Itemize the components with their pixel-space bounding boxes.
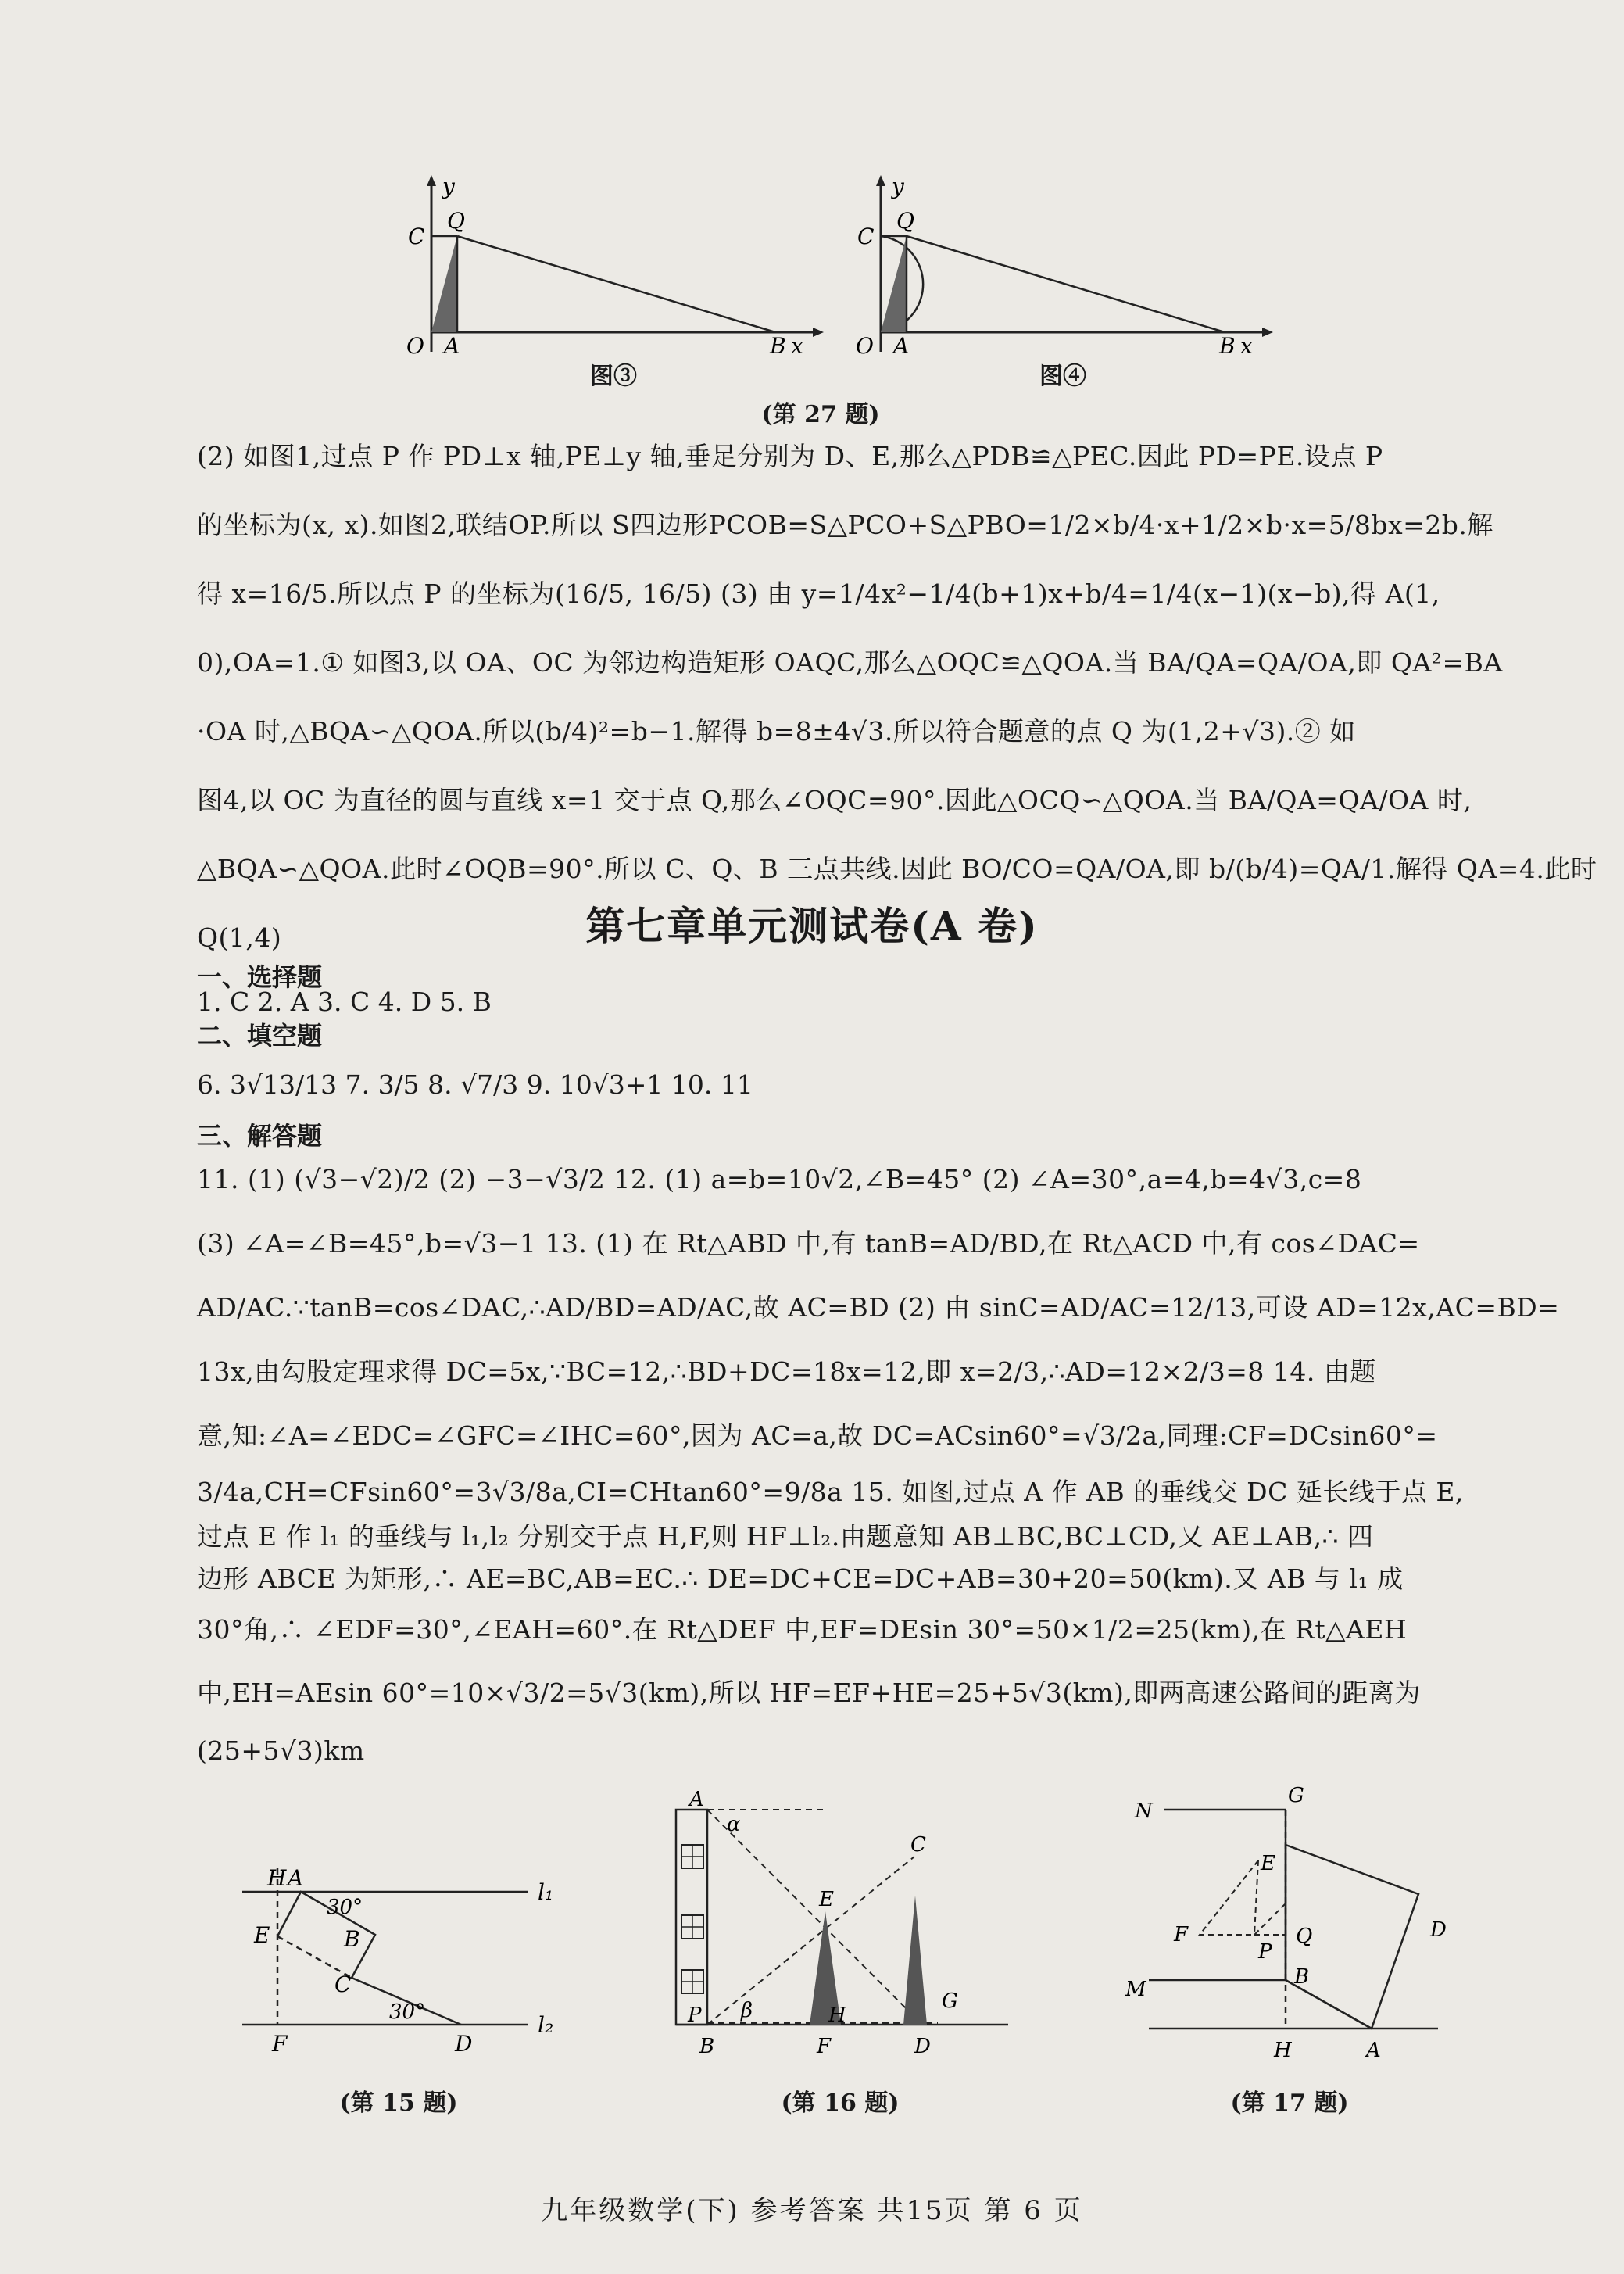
q27-line: △BQA∽△QOA.此时∠OQB=90°.所以 C、Q、B 三点共线.因此 BO/CO=QA/OA,即 b/(b/4)=QA/1.解得 QA=4.此时 bbox=[197, 854, 1597, 884]
q27-line: ·OA 时,△BQA∽△QOA.所以(b/4)²=b−1.解得 b=8±4√3.所以符合题意的点 Q 为(1,2+√3).② 如 bbox=[197, 716, 1356, 747]
q27-solution bbox=[197, 422, 1597, 972]
fig16-label-d: D bbox=[914, 2035, 931, 2058]
figure-16 bbox=[672, 1790, 1032, 2064]
fig15-label-b: B bbox=[344, 1926, 360, 1952]
solve-line: 30°角,∴ ∠EDF=30°,∠EAH=60°.在 Rt△DEF 中,EF=DEsin 30°=50×1/2=25(km),在 Rt△AEH bbox=[197, 1614, 1408, 1645]
fig15-label-l2: l₂ bbox=[538, 2012, 554, 2038]
fig16-label-e: E bbox=[819, 1888, 834, 1911]
fig3-point-q: Q bbox=[447, 208, 465, 234]
fig17-label-m: M bbox=[1125, 1978, 1146, 2001]
fig3-point-a: A bbox=[444, 333, 460, 359]
solve-line: 13x,由勾股定理求得 DC=5x,∵BC=12,∴BD+DC=18x=12,即 x=2/3,∴AD=12×2/3=8 14. 由题 bbox=[197, 1356, 1376, 1387]
fig3-axis-y: y bbox=[442, 174, 455, 199]
fig4-point-o: O bbox=[856, 333, 874, 359]
fig15-label-f: F bbox=[272, 2031, 288, 2056]
fig16-label-c: C bbox=[910, 1833, 926, 1857]
q27-line: 的坐标为(x, x).如图2,联结OP.所以 S四边形PCOB=S△PCO+S△PBO=1/2×b/4·x+1/2×b·x=5/8bx=2b.解 bbox=[197, 510, 1493, 540]
solve-line: 11. (1) (√3−√2)/2 (2) −3−√3/2 12. (1) a=b=10√2,∠B=45° (2) ∠A=30°,a=4,b=4√3,c=8 bbox=[197, 1164, 1362, 1194]
fig3-point-c: C bbox=[408, 224, 425, 249]
fill-section-title: 二、填空题 bbox=[197, 1021, 323, 1051]
q27-line: 图4,以 OC 为直径的圆与直线 x=1 交于点 Q,那么∠OQC=90°.因此△OCQ∽△QOA.当 BA/QA=QA/OA 时, bbox=[197, 785, 1472, 815]
solve-line: 过点 E 作 l₁ 的垂线与 l₁,l₂ 分别交于点 H,F,则 HF⊥l₂.由题意知 AB⊥BC,BC⊥CD,又 AE⊥AB,∴ 四 bbox=[197, 1521, 1374, 1552]
figure-17 bbox=[1118, 1778, 1454, 2068]
fig3-point-o: O bbox=[406, 333, 424, 359]
fig16-label-alpha: α bbox=[727, 1813, 741, 1836]
fig17-label-b: B bbox=[1294, 1965, 1310, 1989]
solve-line: 边形 ABCE 为矩形,∴ AE=BC,AB=EC.∴ DE=DC+CE=DC+AB=30+20=50(km).又 AB 与 l₁ 成 bbox=[197, 1563, 1404, 1594]
page-footer: 九年级数学(下) 参考答案 共15页 第 6 页 bbox=[541, 2195, 1083, 2226]
fig16-label-p: P bbox=[688, 2004, 702, 2027]
solve-line: 中,EH=AEsin 60°=10×√3/2=5√3(km),所以 HF=EF+HE=25+5√3(km),即两高速公路间的距离为 bbox=[197, 1678, 1421, 1708]
figure-3 bbox=[391, 172, 828, 390]
q27-line: 0),OA=1.① 如图3,以 OA、OC 为邻边构造矩形 OAQC,那么△OQC≌△QOA.当 BA/QA=QA/OA,即 QA²=BA bbox=[197, 647, 1503, 678]
fig16-label-a: A bbox=[689, 1790, 704, 1811]
fig17-label-p: P bbox=[1258, 1940, 1272, 1964]
solve-solutions bbox=[197, 1148, 1560, 1774]
q27-caption: (第 27 题) bbox=[761, 401, 880, 428]
fig17-label-q: Q bbox=[1296, 1925, 1313, 1948]
fig3-axis-x: x bbox=[791, 333, 803, 359]
fig17-label-e: E bbox=[1261, 1852, 1275, 1875]
fig16-label-h: H bbox=[828, 2004, 846, 2027]
figure-15 bbox=[234, 1845, 578, 2056]
solve-section-title: 三、解答题 bbox=[197, 1121, 323, 1151]
chapter-title: 第七章单元测试卷(A 卷) bbox=[585, 903, 1039, 949]
fig3-point-b: B bbox=[770, 333, 786, 359]
solve-line: 意,知:∠A=∠EDC=∠GFC=∠IHC=60°,因为 AC=a,故 DC=ACsin60°=√3/2a,同理:CF=DCsin60°= bbox=[197, 1420, 1438, 1451]
figure-4 bbox=[840, 172, 1278, 390]
fig4-point-q: Q bbox=[896, 208, 914, 234]
fig15-label-30-bottom: 30° bbox=[389, 2000, 426, 2024]
fig4-axis-x: x bbox=[1240, 333, 1253, 359]
fig17-label-n: N bbox=[1135, 1800, 1153, 1823]
fig17-label-a: A bbox=[1366, 2039, 1381, 2062]
fig17-caption: (第 17 题) bbox=[1230, 2090, 1349, 2117]
fig16-label-g: G bbox=[942, 1989, 958, 2013]
solve-line: 3/4a,CH=CFsin60°=3√3/8a,CI=CHtan60°=9/8a 15. 如图,过点 A 作 AB 的垂线交 DC 延长线于点 E, bbox=[197, 1477, 1464, 1507]
fig3-label: 图③ bbox=[590, 363, 637, 390]
fig15-caption: (第 15 题) bbox=[339, 2090, 458, 2117]
q27-line: 得 x=16/5.所以点 P 的坐标为(16/5, 16/5) (3) 由 y=1/4x²−1/4(b+1)x+b/4=1/4(x−1)(x−b),得 A(1, bbox=[197, 578, 1440, 609]
fig4-point-b: B bbox=[1219, 333, 1236, 359]
fig15-label-l1: l₁ bbox=[538, 1879, 554, 1905]
q27-line: (2) 如图1,过点 P 作 PD⊥x 轴,PE⊥y 轴,垂足分别为 D、E,那么△PDB≌△PEC.因此 PD=PE.设点 P bbox=[197, 441, 1383, 471]
fig15-label-a: A bbox=[288, 1865, 304, 1891]
q27-line: Q(1,4) bbox=[197, 922, 282, 953]
fig15-label-d: D bbox=[455, 2031, 473, 2056]
fig16-label-f: F bbox=[817, 2035, 832, 2058]
fig4-point-a: A bbox=[893, 333, 910, 359]
fig17-label-h: H bbox=[1274, 2039, 1292, 2062]
choice-section-title: 一、选择题 bbox=[197, 962, 323, 992]
fig4-point-c: C bbox=[857, 224, 875, 249]
fig17-label-d: D bbox=[1430, 1918, 1447, 1942]
fig4-label: 图④ bbox=[1039, 363, 1086, 390]
fig15-label-e: E bbox=[254, 1922, 270, 1948]
solve-line: AD/AC.∵tanB=cos∠DAC,∴AD/BD=AD/AC,故 AC=BD (2) 由 sinC=AD/AC=12/13,可设 AD=12x,AC=BD= bbox=[197, 1292, 1560, 1323]
fig16-caption: (第 16 题) bbox=[781, 2090, 900, 2117]
fig17-label-g: G bbox=[1288, 1784, 1304, 1807]
fig16-label-beta: β bbox=[741, 1999, 753, 2022]
fig15-label-c: C bbox=[334, 1971, 352, 1997]
fig17-label-f: F bbox=[1174, 1923, 1189, 1946]
fig16-label-b: B bbox=[699, 2035, 715, 2058]
solve-line: (25+5√3)km bbox=[197, 1735, 365, 1766]
fill-answers: 6. 3√13/13 7. 3/5 8. √7/3 9. 10√3+1 10. 11 bbox=[197, 1069, 753, 1100]
fig15-label-h: H bbox=[267, 1865, 287, 1891]
fig4-axis-y: y bbox=[892, 174, 904, 199]
choice-answers: 1. C 2. A 3. C 4. D 5. B bbox=[197, 987, 492, 1017]
fig15-label-30-top: 30° bbox=[327, 1896, 363, 1919]
solve-line: (3) ∠A=∠B=45°,b=√3−1 13. (1) 在 Rt△ABD 中,有 tanB=AD/BD,在 Rt△ACD 中,有 cos∠DAC= bbox=[197, 1228, 1420, 1259]
